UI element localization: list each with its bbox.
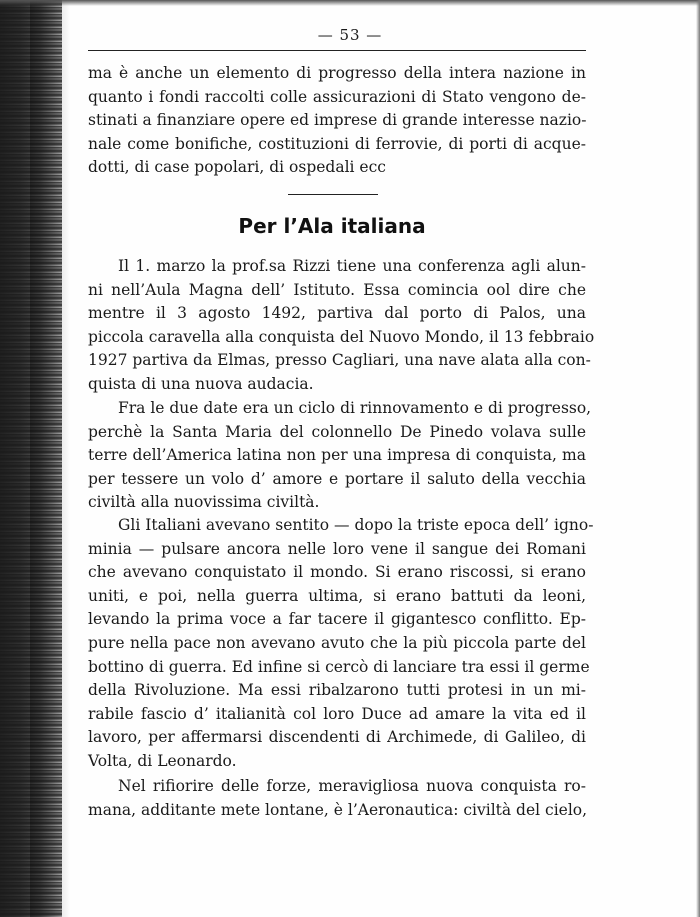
text-line: che avevano conquistato il mondo. Si erano riscossi, si erano	[88, 563, 586, 582]
text-line: della Rivoluzione. Ma essi ribalzarono tutti protesi in un mi-	[88, 681, 586, 700]
text-line: terre dell’America latina non per una impresa di conquista, ma	[88, 446, 586, 465]
text-line: nale come bonifiche, costituzioni di ferrovie, di porti di acque-	[88, 134, 586, 153]
text-line: Fra le due date era un ciclo di rinnovamento e di progresso,	[118, 399, 592, 417]
text-line: quanto i fondi raccolti colle assicurazioni di Stato vengono de-	[88, 87, 586, 106]
section-title: Per l’Ala italiana	[238, 214, 426, 238]
text-line: Gli Italiani avevano sentito — dopo la triste epoca dell’ igno-	[118, 516, 594, 534]
right-edge-shadow	[696, 0, 700, 917]
text-line: dotti, di case popolari, di ospedali ecc	[88, 158, 386, 177]
binding-fade	[30, 0, 70, 917]
text-line: bottino di guerra. Ed infine si cercò di lanciare tra essi il germe	[88, 657, 590, 676]
text-line: 1927 partiva da Elmas, presso Cagliari, una nave alata alla con-	[88, 351, 591, 370]
text-line: pure nella pace non avevano avuto che la più piccola parte del	[88, 633, 586, 652]
text-line: mana, additante mete lontane, è l’Aeronautica: civiltà del cielo,	[88, 800, 588, 819]
text-line: rabile fascio d’ italianità col loro Duce ad amare la vita ed il	[88, 704, 586, 723]
text-line: stinati a finanziare opere ed imprese di grande interesse nazio-	[88, 111, 587, 130]
text-line: uniti, e poi, nella guerra ultima, si erano battuti da leoni,	[88, 586, 586, 605]
paragraph-1	[88, 255, 595, 397]
header-rule	[88, 50, 586, 51]
text-line: quista di una nuova audacia.	[88, 374, 314, 393]
text-line: minia — pulsare ancora nelle loro vene il sangue dei Romani	[88, 539, 586, 558]
text-line: piccola caravella alla conquista del Nuovo Mondo, il 13 febbraio	[88, 327, 595, 346]
text-line: Nel rifiorire delle forze, meravigliosa nuova conquista ro-	[118, 777, 586, 795]
section-divider	[288, 194, 378, 195]
paragraph-2	[88, 397, 592, 515]
text-line: ni nell’Aula Magna dell’ Istituto. Essa comincia ool dire che	[88, 280, 586, 299]
text-line: Il 1. marzo la prof.sa Rizzi tiene una conferenza agli alun-	[118, 257, 586, 275]
text-line: ma è anche un elemento di progresso della intera nazione in	[88, 64, 586, 82]
paragraph-3	[88, 514, 594, 774]
text-line: per tessere un volo d’ amore e portare il saluto della vecchia	[88, 469, 586, 488]
text-line: lavoro, per affermarsi discendenti di Archimede, di Galileo, di	[88, 728, 586, 747]
intro-paragraph	[88, 62, 586, 180]
text-line: perchè la Santa Maria del colonnello De Pinedo volava sulle	[88, 422, 586, 441]
paragraph-4	[88, 775, 586, 822]
text-line: mentre il 3 agosto 1492, partiva dal porto di Palos, una	[88, 304, 586, 323]
text-line: levando la prima voce a far tacere il gigantesco conflitto. Ep-	[88, 610, 586, 629]
top-edge-shadow	[0, 0, 700, 6]
text-line: civiltà alla nuovissima civiltà.	[88, 493, 320, 512]
page-number: — 53 —	[317, 26, 383, 44]
text-line: Volta, di Leonardo.	[88, 751, 237, 770]
